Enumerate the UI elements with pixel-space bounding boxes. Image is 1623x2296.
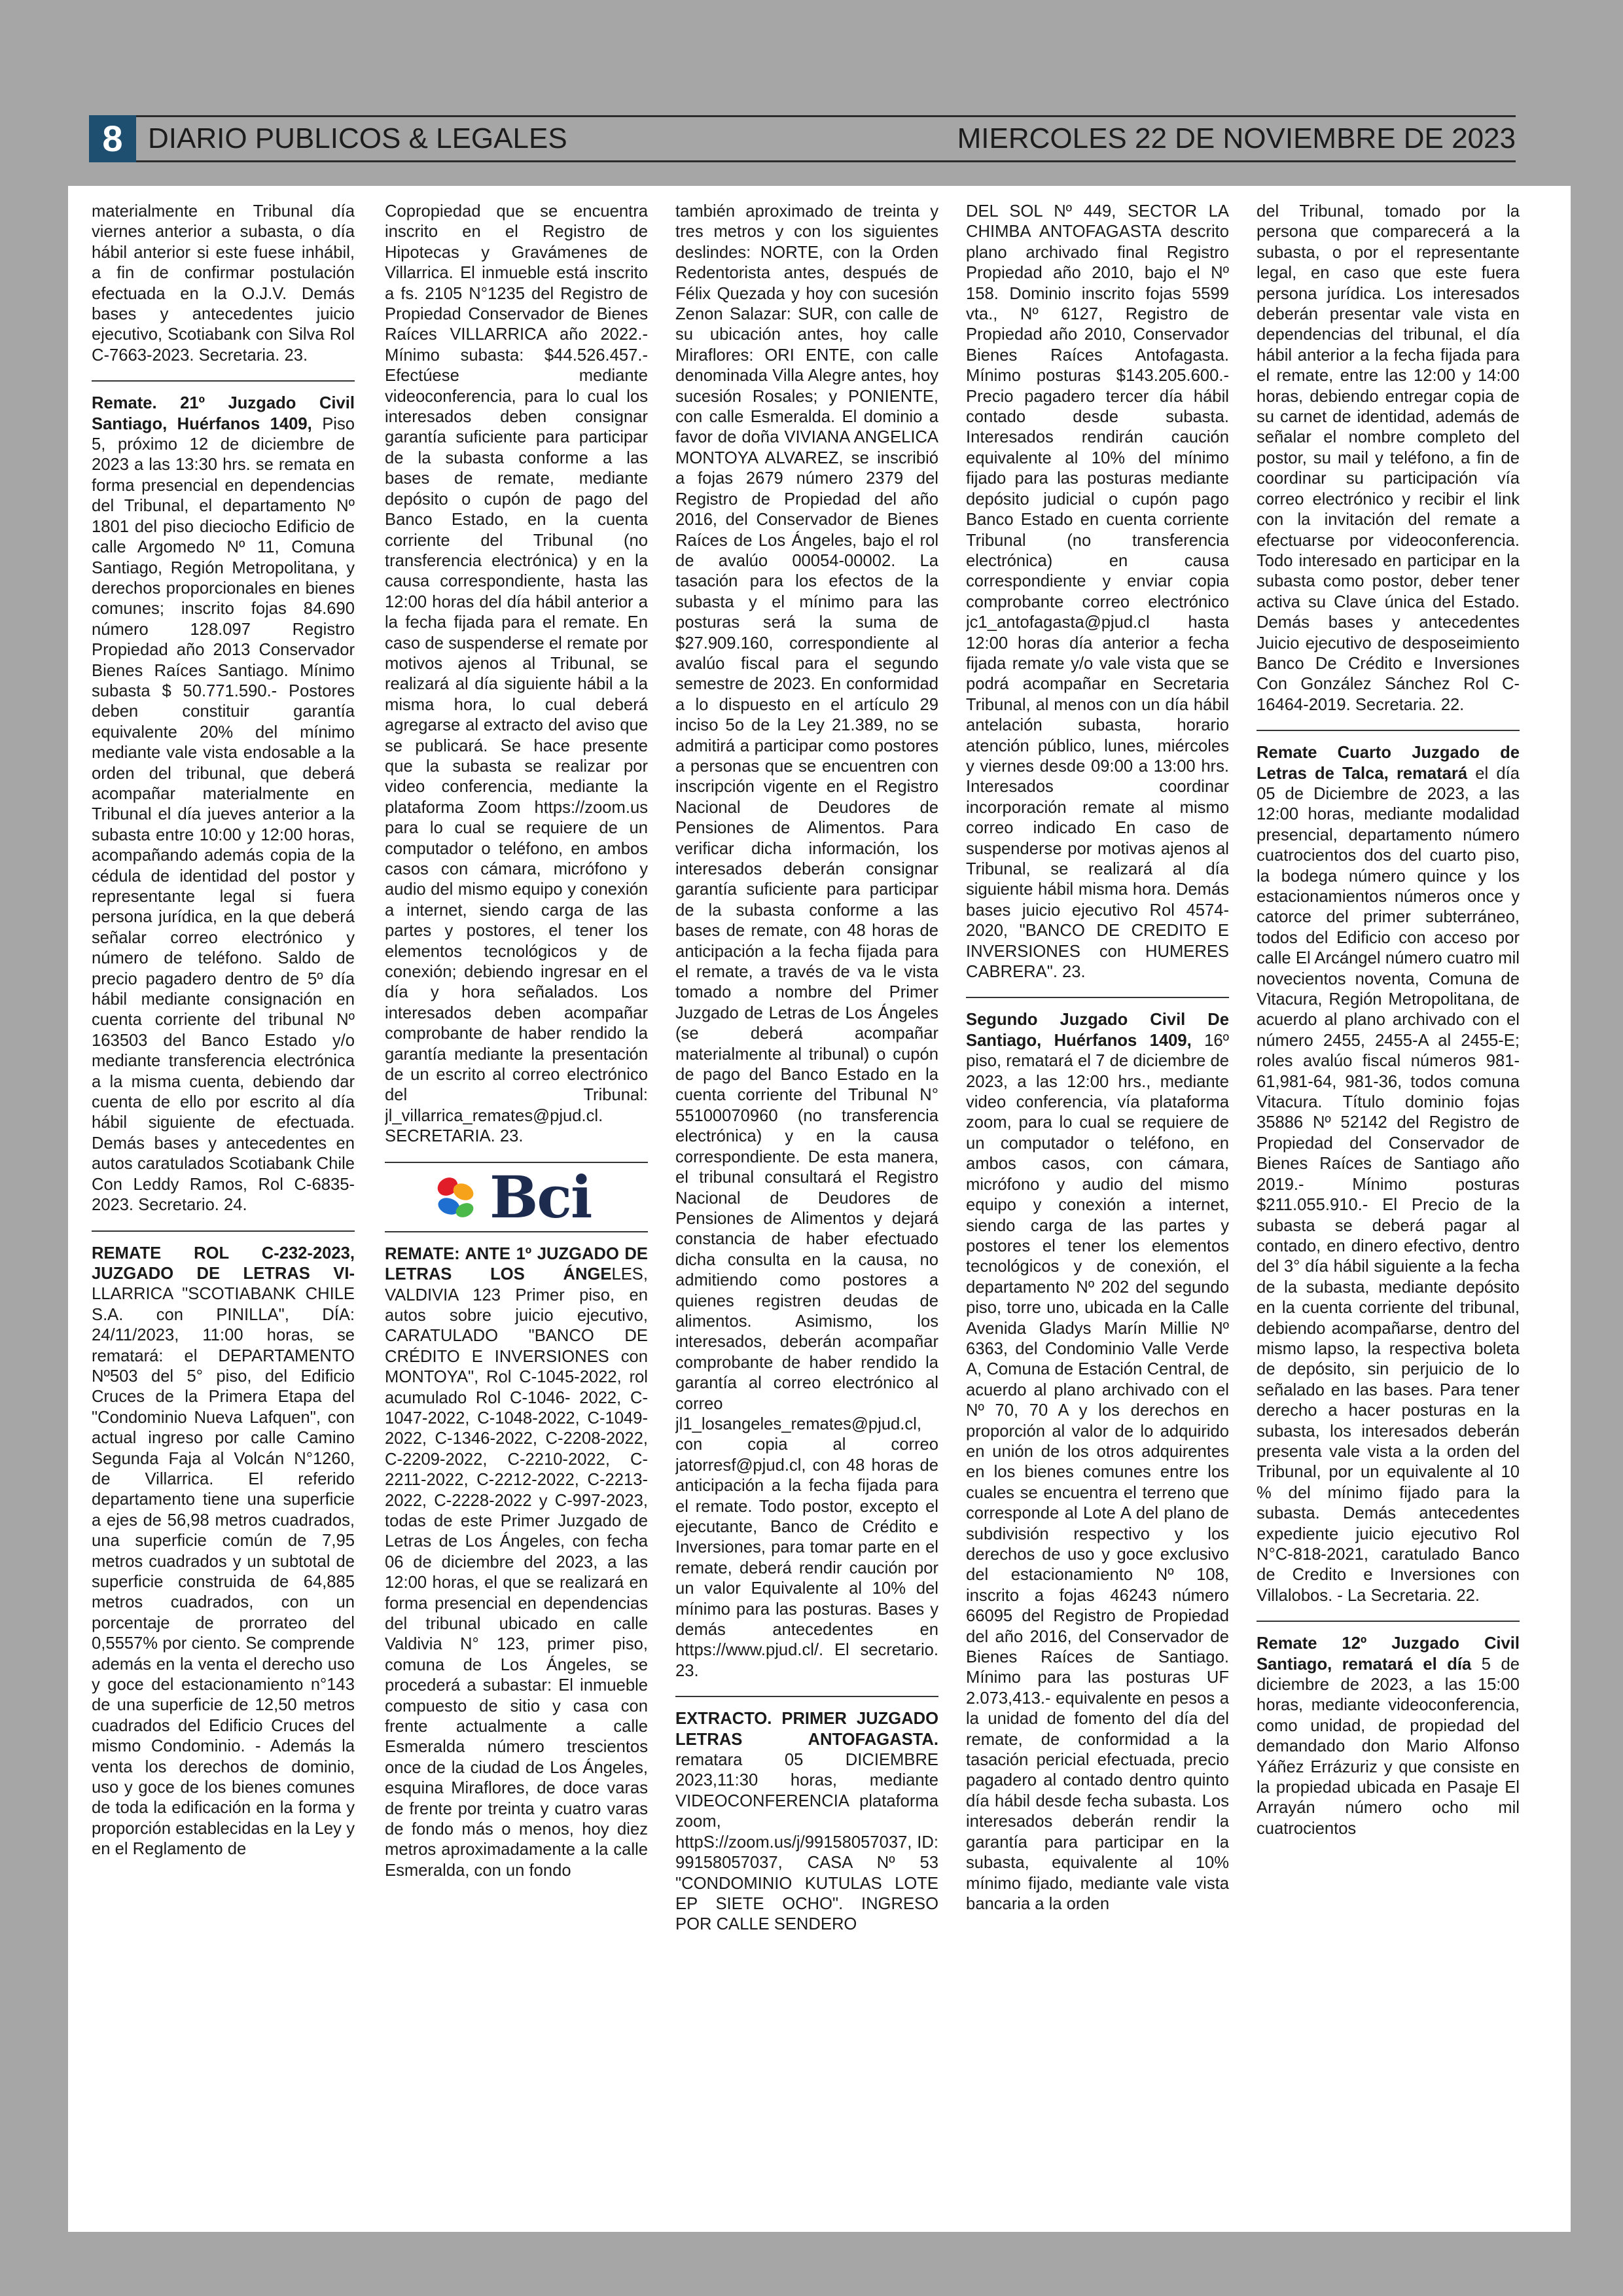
- notice-body: el día 05 de Diciembre de 2023, a las 12:00 horas, mediante modalidad presencial, departamento número cuatrocientos dos del cuarto piso, la bodega número quince y los estacionamientos números once y catorce del primer subterráneo, todos del Edificio con acceso por calle El Arcángel número cuatro mil novecientos noventa, Comuna de Vitacura, Región Metropolitana, de acuerdo al plano archivado con el número 2455, 2455-A al 2455-E; roles avalúo fiscal números 981-61,981-64, 981-36, todos comuna Vitacura. Título dominio fojas 35886 Nº 52142 del Registro de Propiedad del Conservador de Bienes Raíces de Santiago año 2019.- Mínimo posturas $211.055.910.- El Precio de la subasta se deberá pagar al contado, en dinero efectivo, dentro del 3° día hábil siguiente a la fecha de la subasta, mediante depósito en la cuenta corriente del tribunal, debiendo acompañarse, dentro del mismo lapso, la respectiva boleta de depósito, sin perjuicio de lo señalado en las bases. Para tener derecho a hacer posturas en la subasta, los interesados deberán presenta vale vista a la orden del Tribunal, por un equivalente al 10 % del mínimo fijado para la subasta. Demás antecedentes expediente juicio ejecutivo Rol N°C-818-2021, caratulado Banco de Credito e Inversiones con Villalobos. - La Secretaria. 22.: [1257, 764, 1520, 1605]
- divider: [92, 1230, 355, 1232]
- column-4: [966, 202, 1229, 2231]
- divider: [675, 1696, 938, 1697]
- column-5: [1257, 202, 1520, 2231]
- newspaper-page: [68, 186, 1571, 2232]
- notice: [92, 393, 355, 1215]
- divider: [385, 1231, 648, 1232]
- notice-text: también aproximado de treinta y tres metros y con los siguientes deslindes: NORTE, con la Orden Redentorista antes, después de Félix Quezada y hoy con sucesión Zenon Salazar: SUR, con calle de su ubicación antes, hoy calle Miraflores: ORI ENTE, con calle denominada Villa Alegre antes, hoy sucesión Rosales; y PONIENTE, con calle Esmeralda. El dominio a favor de doña VIVIANA ANGELICA MONTOYA ALVAREZ, se inscribió a fojas 2679 número 2379 del Registro de Propiedad del año 2016, del Conservador de Bienes Raíces de Los Ángeles, bajo el rol de avalúo 00054-00002. La tasación para los efectos de la subasta y el mínimo para las posturas será la suma de $27.909.160, correspondiente al avalúo fiscal para el segundo semestre de 2023. En conformidad a lo dispuesto en el artículo 29 inciso 5o de la Ley 21.389, no se admitirá a participar como postores a personas que se encuentren con inscripción vigente en el Registro Nacional de Deudores de Pensiones de Alimentos. Para verificar dicha información, los interesados deberán consignar garantía suficiente para participar de la subasta conforme a las bases de remate, con 48 horas de anticipación a la fecha fijada para el remate, a través de va le vista tomado a nombre del Primer Juzgado de Letras de Los Ángeles (se deberá acompañar materialmente al tribunal) o cupón de pago del Banco Estado en la cuenta corriente del Tribunal N° 55100070960 (no transferencia electrónica) y en la causa correspondiente. De esta manera, el tribunal consultará el Registro Nacional de Deudores de Pensiones de Alimentos y dejará constancia de haber efectuado dicha consulta en la causa, no admitiendo como postores a quienes registren deudas de alimentos. Asimismo, los interesados, deberán acompañar comprobante de haber rendido la garantía al correo electrónico al correo jl1_losangeles_remates@pjud.cl, con copia al correo jatorresf@pjud.cl, con 48 horas de anticipación a la fecha fijada para el remate. Todo postor, excepto el ejecutante, Banco de Crédito e Inversiones, para tomar parte en el remate, deberá rendir caución por un valor Equivalente al 10% del mínimo para las posturas. Bases y demás antecedentes en https://www.pjud.cl/. El secretario. 23.: [675, 202, 938, 1680]
- notice: [1257, 1634, 1520, 1839]
- notice: [966, 1010, 1229, 1914]
- notice-body: LES, VALDIVIA 123 Primer piso, en autos sobre juicio ejecutivo, CARATULADO "BANCO DE CRÉDITO E INVERSIONES con MONTOYA", Rol C-1045-2022, rol acumulado Rol C-1046- 2022, C-1047-2022, C-1048-2022, C-1049-2022, C-1346-2022, C-2208-2022, C-2209-2022, C-2210-2022, C-2211-2022, C-2212-2022, C-2213-2022, C-2228-2022 y C-997-2023, todas de este Primer Juzgado de Letras de Los Ángeles, con fecha 06 de diciembre del 2023, a las 12:00 horas, el que se realizará en forma presencial en dependencias del tribunal ubicado en calle Valdivia N° 123, primer piso, comuna de Los Ángeles, se procederá a subastar: El inmueble compuesto de sitio y casa con frente actualmente a calle Esmeralda número trescientos once de la ciudad de Los Ángeles, esquina Miraflores, de doce varas de frente por treinta y cuatro varas de fondo más o menos, hoy diez metros aproximadamente a la calle Esmeralda, con un fondo: [385, 1265, 648, 1880]
- notice-heading: Remate Cuarto Juzgado de Letras de Talca, rematará: [1257, 744, 1520, 783]
- notice-heading: REMATE: ANTE 1º JUZGADO DE LETRAS LOS ÁNGE: [385, 1244, 648, 1284]
- notice-body: LLARRICA "SCOTIABANK CHILE S.A. con PINILLA", DÍA: 24/11/2023, 11:00 horas, se rematará: el DEPARTAMENTO Nº503 del 5° piso, del Edificio Cruces de la Primera Etapa del "Condominio Nueva Lafquen", con actual ingreso por calle Camino Segunda Faja al Volcán N°1260, de Villarrica. El referido departamento tiene una superficie a ejes de 56,98 metros cuadrados, una superficie común de 7,95 metros cuadrados y un subtotal de superficie construida de 64,885 metros cuadrados, con un porcentaje de prorrateo del 0,5557% por ciento. Se comprende además en la venta el derecho uso y goce del estacionamiento n°143 de una superficie de 12,50 metros cuadrados del Edificio Cruces del mismo Condominio. - Además la venta los derechos de dominio, uso y goce de los bienes comunes de toda la edificación en la forma y proporción establecidas en la Ley y en el Reglamento de: [92, 1285, 355, 1859]
- notice: [92, 1244, 355, 1860]
- notice-heading: EXTRACTO. PRIMER JUZGADO LETRAS ANTOFAGASTA.: [675, 1710, 938, 1749]
- divider: [1257, 1621, 1520, 1622]
- publication-date: MIERCOLES 22 DE NOVIEMBRE DE 2023: [957, 122, 1516, 154]
- column-1: [92, 202, 355, 2231]
- notice-text: DEL SOL Nº 449, SECTOR LA CHIMBA ANTOFAGASTA descrito plano archivado final Registro Propiedad año 2010, bajo el Nº 158. Dominio inscrito fojas 5599 vta., Nº 6127, Registro de Propiedad año 2010, Conservador Bienes Raíces Antofagasta. Mínimo posturas $143.205.600.-Precio pagadero tercer día hábil contado desde subasta. Interesados rendirán caución equivalente al 10% del mínimo fijado para las posturas mediante depósito judicial o cupón pago Banco Estado en cuenta corriente Tribunal (no transferencia electrónica) en causa correspondiente y enviar copia comprobante correo electrónico jc1_antofagasta@pjud.cl hasta 12:00 horas día anterior a fecha fijada remate y/o vale vista que se podrá acompañar en Secretaria Tribunal, al menos con un día hábil antelación subasta, horario atención público, lunes, miércoles y viernes desde 09:00 a 13:00 hrs. Interesados coordinar incorporación remate al mismo correo indicado En caso de suspenderse por motivas ajenos al Tribunal, se realizará al día siguiente hábil misma hora. Demás bases juicio ejecutivo Rol 4574-2020, "BANCO DE CREDITO E INVERSIONES con HUMERES CABRERA". 23.: [966, 202, 1229, 982]
- notice-text: materialmente en Tribunal día viernes anterior a subasta, o día hábil anterior si este fuese inhábil, a fin de confirmar postulación efectuada en la O.J.V. Demás bases y antecedentes juicio ejecutivo, Scotiabank con Silva Rol C-7663-2023. Secretaria. 23.: [92, 202, 355, 365]
- divider: [92, 380, 355, 382]
- publication-title: DIARIO PUBLICOS & LEGALES: [148, 122, 567, 154]
- notice: [675, 1709, 938, 1935]
- page-number: 8: [89, 115, 136, 162]
- notice-body: 16º piso, rematará el 7 de diciembre de 2023, a las 12:00 hrs., mediante video conferencia, vía plataforma zoom, para lo cual se requiere de un computador o teléfono, en ambos casos, con cámara, micrófono y audio del mismo equipo y conexión a internet, siendo carga de las partes y postores el tener los elementos tecnológicos y de conexión, el departamento Nº 202 del segundo piso, torre uno, ubicada en la Calle Avenida Gladys Marín Millie Nº 6363, del Condominio Valle Verde A, Comuna de Estación Central, de acuerdo al plano archivado con el Nº 70, 70 A y los derechos en proporción al valor de lo adquirido en unión de los otros adquirentes en los bienes comunes entre los cuales se encuentra el terreno que corresponde al Lote A del plano de subdivisión respectivo y los derechos de uso y goce exclusivo del estacionamiento Nº 108, inscrito a fojas 46243 número 66095 del Registro de Propiedad del año 2016, del Conservador de Bienes Raíces de Santiago. Mínimo para las posturas UF 2.073,413.- equivalente en pesos a la unidad de fomento del día del remate, de conformidad a la tasación pericial efectuada, precio pagadero al contado dentro quinto día hábil desde fecha subasta. Los interesados deberán rendir la garantía para participar en la subasta, equivalente al 10% mínimo fijado, mediante vale vista bancaria a la orden: [966, 1031, 1229, 1913]
- bci-butterfly-icon: [431, 1172, 486, 1225]
- notice-body: 5 de diciembre de 2023, a las 15:00 horas, mediante videoconferencia, como unidad, de propiedad del demandado don Mario Alfonso Yáñez Errázuriz y que consiste en la propiedad ubicada en Pasaje El Arrayán número ocho mil cuatrocientos: [1257, 1655, 1520, 1838]
- page-header: [89, 115, 1516, 162]
- notice-text: Copropiedad que se encuentra inscrito en el Registro de Hipotecas y Gravámenes de Villarrica. El inmueble está inscrito a fs. 2105 N°1235 del Registro de Propiedad Conservador de Bienes Raíces VILLARRICA año 2022.- Mínimo subasta: $44.526.457.- Efectúese mediante videoconferencia, para lo cual los interesados deben consignar garantía suficiente para participar de la subasta conforme a las bases de remate, mediante depósito o cupón de pago del Banco Estado, en la cuenta corriente del Tribunal (no transferencia electrónica) y en la causa correspondiente, hasta las 12:00 horas del día hábil anterior a la fecha fijada para el remate. En caso de suspenderse el remate por motivos ajenos al Tribunal, se realizará al día siguiente hábil a la misma hora, lo cual deberá agregarse al extracto del aviso que se publicará. Se hace presente que la subasta se realizar por video conferencia, mediante la plataforma Zoom https://zoom.us para lo cual se requiere de un computador o teléfono, en ambos casos con cámara, micrófono y audio del mismo equipo y conexión a internet, siendo carga de las partes y postores, el tener los elementos tecnológicos y de conexión; debiendo ingresar en el día y hora señalados. Los interesados deben acompañar comprobante de haber rendido la garantía mediante la presentación de un escrito al correo electrónico del Tribunal: jl_villarrica_remates@pjud.cl. SECRETARIA. 23.: [385, 202, 648, 1146]
- notice-heading: REMATE ROL C-232-2023, JUZGADO DE LETRAS VI-: [92, 1244, 355, 1283]
- notice-body: rematara 05 DICIEMBRE 2023,11:30 horas, mediante VIDEOCONFERENCIA plataforma zoom, httpS://zoom.us/j/99158057037, ID: 99158057037, CASA Nº 53 "CONDOMINIO KUTULAS LOTE EP SIETE OCHO". INGRESO POR CALLE SENDERO: [675, 1751, 938, 1934]
- notice-heading: Remate. 21º Juzgado Civil Santiago, Huérfanos 1409,: [92, 394, 355, 433]
- column-3: [675, 202, 938, 2231]
- notice: [385, 1244, 648, 1882]
- bci-logo: [385, 1162, 648, 1231]
- column-2: [385, 202, 648, 2231]
- bci-logo-text: Bci: [490, 1162, 592, 1231]
- divider: [966, 997, 1229, 998]
- notice-text: del Tribunal, tomado por la persona que comparecerá a la subasta, o por el representante legal, en caso que este fuera persona jurídica. Los interesados deberán presentar vale vista en dependencias del tribunal, el día hábil anterior a la fecha fijada para el remate, entre las 12:00 y 14:00 horas, debiendo entregar copia de su carnet de identidad, además de señalar el nombre completo del postor, su mail y teléfono, a fin de coordinar su participación vía correo electrónico y recibir el link con la invitación del remate a efectuarse por videoconferencia. Todo interesado en participar en la subasta como postor, deber tener activa su Clave única del Estado. Demás bases y antecedentes Juicio ejecutivo de desposeimiento Banco De Crédito e Inversiones Con González Sánchez Rol C-16464-2019. Secretaria. 22.: [1257, 202, 1520, 714]
- notice-body: Piso 5, próximo 12 de diciembre de 2023 a las 13:30 hrs. se remata en forma presencial en dependencias del Tribunal, el departamento Nº 1801 del piso dieciocho Edificio de calle Argomedo Nº 11, Comuna Santiago, Región Metropolitana, y derechos proporcionales en bienes comunes; inscrito fojas 84.690 número 128.097 Registro Propiedad año 2013 Conservador Bienes Raíces Santiago. Mínimo subasta $ 50.771.590.- Postores deben constituir garantía equivalente 20% del mínimo mediante vale vista endosable a la orden del tribunal, que deberá acompañar materialmente en Tribunal el día jueves anterior a la subasta entre 10:00 y 12:00 horas, acompañando además copia de la cédula de identidad del postor y representante legal si fuera persona jurídica, en la que deberá señalar correo electrónico y número de teléfono. Saldo de precio pagadero dentro de 5º día hábil mediante consignación en cuenta corriente del tribunal Nº 163503 del Banco Estado y/o mediante transferencia electrónica a la misma cuenta, debiendo dar cuenta de ello por escrito al día hábil siguiente de efectuada. Demás bases y antecedentes en autos caratulados Scotiabank Chile Con Leddy Ramos, Rol C-6835-2023. Secretario. 24.: [92, 414, 355, 1215]
- divider: [1257, 730, 1520, 731]
- notice-heading: Remate 12º Juzgado Civil Santiago, rematará el día: [1257, 1634, 1520, 1674]
- notice-heading: Segundo Juzgado Civil De Santiago, Huérfanos 1409,: [966, 1011, 1229, 1050]
- notice: [1257, 743, 1520, 1606]
